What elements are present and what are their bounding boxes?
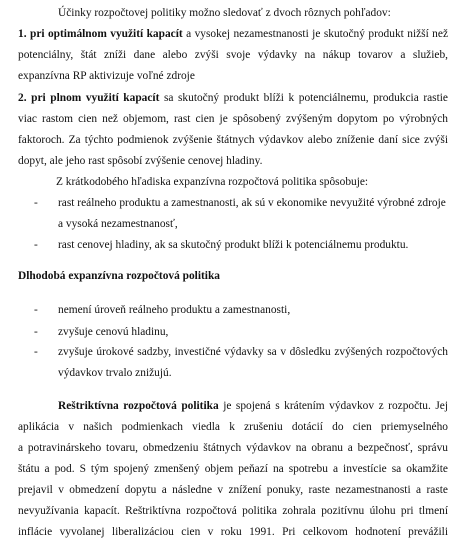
bullet-dash: - [34,239,38,251]
restrictive-line5: prejavil v obmedzení dopytu a následne v znížení ponuky, raste nezamestnanosti a raste [18,484,448,496]
point2-bold: pri plnom využití kapacít [31,92,160,104]
restrictive-line1 [58,396,448,417]
long-term-heading: Dlhodobá expanzívna rozpočtová politika [18,270,221,282]
point1-number: 1. [18,28,27,40]
short-term-item-1-line2: a vysoká nezamestnanosť, [58,218,178,230]
bullet-dash: - [34,197,38,209]
short-term-intro: Z krátkodobého hľadiska expanzívna rozpočtová politika spôsobuje: [56,176,369,188]
restrictive-line6: nevyužívania kapacít. Reštriktívna rozpočtová politika zohrala pozitívnu úlohu pri tlmení [18,505,448,517]
point2-line4: dopyt, ale jeho rast spôsobí zvýšenie cenovej hladiny. [18,155,263,167]
point2-line3: faktoroch. Za týchto podmienok zvýšenie štátnych výdavkov alebo zníženie daní sice zvýši [18,134,448,146]
short-term-item-2: rast cenovej hladiny, ak sa skutočný produkt blíži k potenciálnemu produktu. [58,239,409,251]
long-term-item-3-line2: výdavkov trvalo znižujú. [58,367,172,379]
intro-text: Účinky rozpočtovej politiky možno sledovať z dvoch rôznych pohľadov: [58,7,391,19]
long-term-item-3-line1: zvyšuje úrokové sadzby, investičné výdavky sa v dôsledku zvýšených rozpočtových [58,346,448,358]
bullet-dash: - [34,326,38,338]
point1-line1 [18,24,448,45]
point1-rest: a vysokej nezamestnanosti je skutočný produkt nižší než [182,28,448,40]
short-term-item-1-line1: rast reálneho produktu a zamestnanosti, ak sú v ekonomike nevyužité výrobné zdroje [58,197,446,209]
point2-number: 2. [18,92,27,104]
point1-bold: pri optimálnom využití kapacít [29,28,183,40]
long-term-item-1: nemení úroveň reálneho produktu a zamestnanosti, [58,304,291,316]
bullet-dash: - [34,346,38,358]
restrictive-bold: Reštriktívna rozpočtová politika [58,400,219,412]
point1-line2: potenciálny, štát zníži dane alebo zvýši svoje výdavky na nákup tovarov a služieb, [18,49,448,61]
restrictive-line7: inflácie vyvolanej liberalizáciou cien v roku 1991. Pri celkovom hodnotení prevážili [18,526,448,538]
point1-line3: expanzívna RP aktivizuje voľné zdroje [18,70,195,82]
restrictive-line3: a potravinárskeho tovaru, obmedzeniu štátnych výdavkov na obranu a bezpečnosť, správu [18,442,448,454]
point2-line1 [18,88,448,109]
restrictive-rest: je spojená s krátením výdavkov z rozpočtu. Jej [218,400,449,412]
bullet-dash: - [34,304,38,316]
point2-rest: sa skutočný produkt blíži k potenciálnemu, produkcia rastie [159,92,448,104]
long-term-item-2: zvyšuje cenovú hladinu, [58,326,169,338]
restrictive-line2: aplikácia v našich podmienkach viedla k zrušeniu dotácií do cien priemyselného [18,421,448,433]
restrictive-line4: štátu a pod. S tým spojený zmenšený objem peňazí na spotrebu a investície sa okamžite [18,463,448,475]
point2-line2: viac rastom cien než objemom, rast cien je spôsobený zvýšeným dopytom po výrobných [18,113,448,125]
